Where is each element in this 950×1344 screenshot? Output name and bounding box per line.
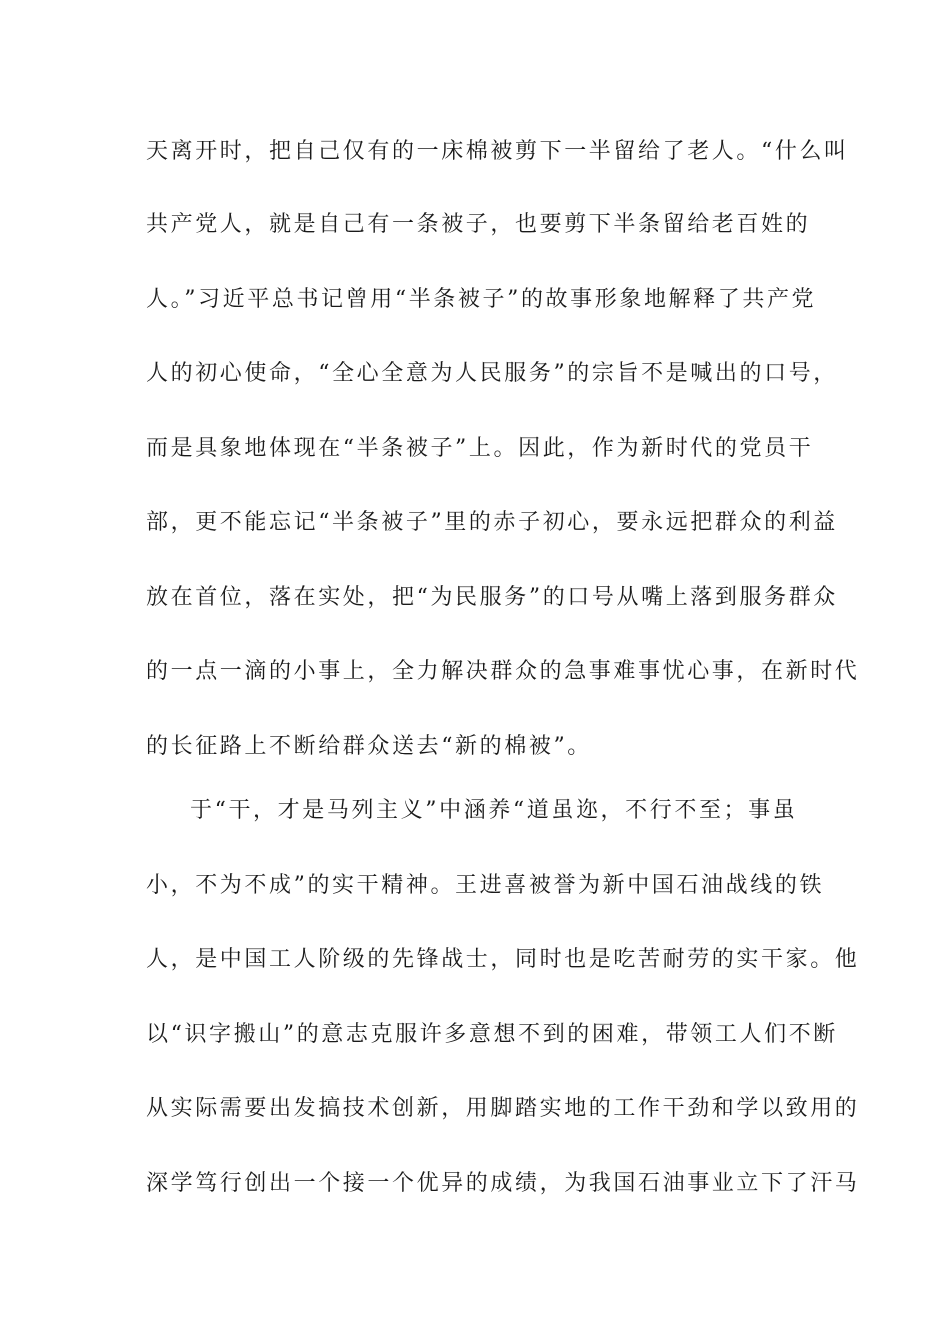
- text-line-15: 深学笃行创出一个接一个优异的成绩，为我国石油事业立下了汗马: [146, 1171, 860, 1196]
- text-line-8: 的一点一滴的小事上，全力解决群众的急事难事忧心事，在新时代: [146, 659, 860, 684]
- paragraph-start-line: 于“干，才是马列主义”中涵养“道虽迩，不行不至；事虽: [190, 798, 798, 823]
- text-line-5: 而是具象地体现在“半条被子”上。因此，作为新时代的党员干: [146, 436, 814, 461]
- text-line-2: 共产党人，就是自己有一条被子，也要剪下半条留给老百姓的: [146, 212, 811, 237]
- text-line-13: 以“识字搬山”的意志克服许多意想不到的困难，带领工人们不断: [146, 1022, 838, 1047]
- text-line-6: 部，更不能忘记“半条被子”里的赤子初心，要永远把群众的利益: [146, 510, 838, 535]
- text-line-11: 小，不为不成”的实干精神。王进喜被誉为新中国石油战线的铁: [146, 873, 825, 898]
- text-line-3: 人。”习近平总书记曾用“半条被子”的故事形象地解释了共产党: [146, 287, 817, 312]
- text-line-1: 天离开时，把自己仅有的一床棉被剪下一半留给了老人。“什么叫: [146, 139, 849, 164]
- text-line-4: 人的初心使命，“全心全意为人民服务”的宗旨不是喊出的口号，: [146, 361, 838, 386]
- text-line-7: 放在首位，落在实处，把“为民服务”的口号从嘴上落到服务群众: [146, 585, 838, 610]
- text-line-14: 从实际需要出发搞技术创新，用脚踏实地的工作干劲和学以致用的: [146, 1096, 860, 1121]
- text-line-12: 人，是中国工人阶级的先锋战士，同时也是吃苦耐劳的实干家。他: [146, 947, 860, 972]
- text-line-9: 的长征路上不断给群众送去“新的棉被”。: [146, 734, 592, 759]
